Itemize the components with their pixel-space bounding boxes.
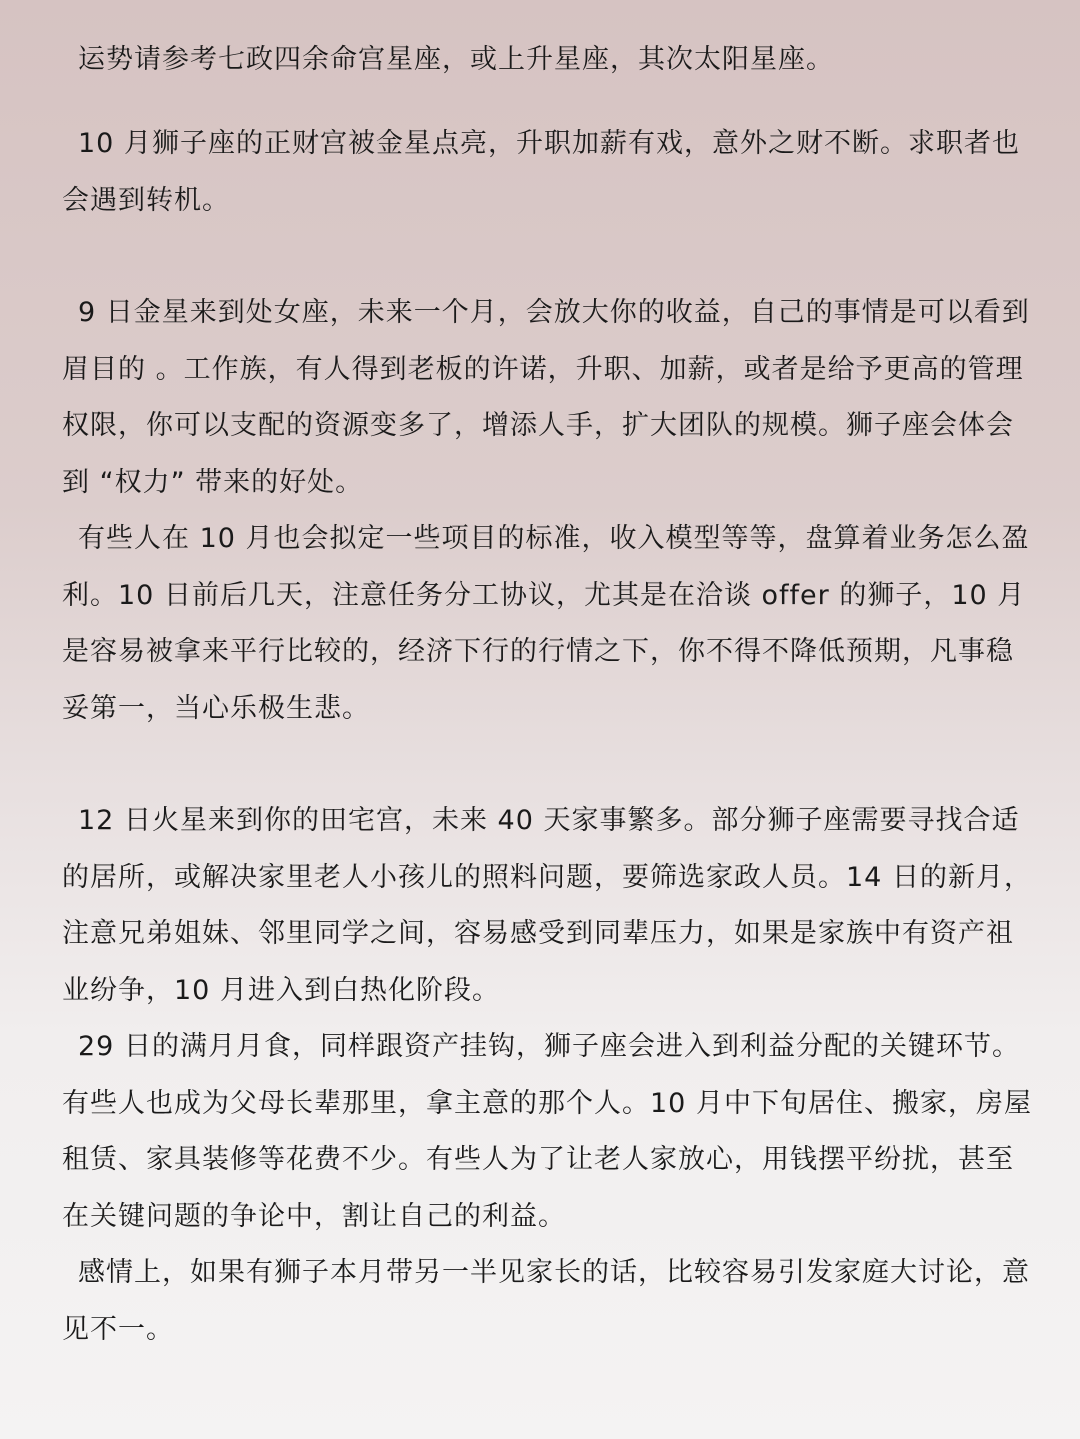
paragraph-lunar-eclipse: 29 日的满月月食，同样跟资产挂钩，狮子座会进入到利益分配的关键环节。有些人也成为父母长辈那里，拿主意的那个人。10 月中下旬居住、搬家，房屋租赁、家具装修等花费不少。有些人为了让老人家放心，用钱摆平纷扰，甚至在关键问题的争论中，割让自己的利益。 [62,1031,1032,1233]
paragraph-project-standards: 有些人在 10 月也会拟定一些项目的标准，收入模型等等，盘算着业务怎么盈利。10 日前后几天，注意任务分工协议，尤其是在洽谈 offer 的狮子，10 月是容易被拿来平行比较的，经济下行的行情之下，你不得不降低预期，凡事稳妥第一，当心乐极生悲。 [62,523,1030,725]
paragraph-relationships: 感情上，如果有狮子本月带另一半见家长的话，比较容易引发家庭大讨论，意见不一。 [62,1257,1030,1345]
paragraph-fortune-reference: 运势请参考七政四余命宫星座，或上升星座，其次太阳星座。 [78,44,834,75]
paragraph-wealth-palace: 10 月狮子座的正财宫被金星点亮，升职加薪有戏，意外之财不断。求职者也会遇到转机。 [62,128,1020,216]
paragraph-mars-property: 12 日火星来到你的田宅宫，未来 40 天家事繁多。部分狮子座需要寻找合适的居所，或解决家里老人小孩儿的照料问题，要筛选家政人员。14 日的新月，注意兄弟姐妹、邻里同学之间，容易感受到同辈压力，如果是家族中有资产祖业纷争，10 月进入到白热化阶段。 [62,805,1032,1007]
paragraph-venus-virgo: 9 日金星来到处女座，未来一个月，会放大你的收益，自己的事情是可以看到眉目的 。工作族，有人得到老板的许诺，升职、加薪，或者是给予更高的管理权限，你可以支配的资源变多了，增添人手，扩大团队的规模。狮子座会体会到 “权力” 带来的好处。 [62,297,1030,499]
